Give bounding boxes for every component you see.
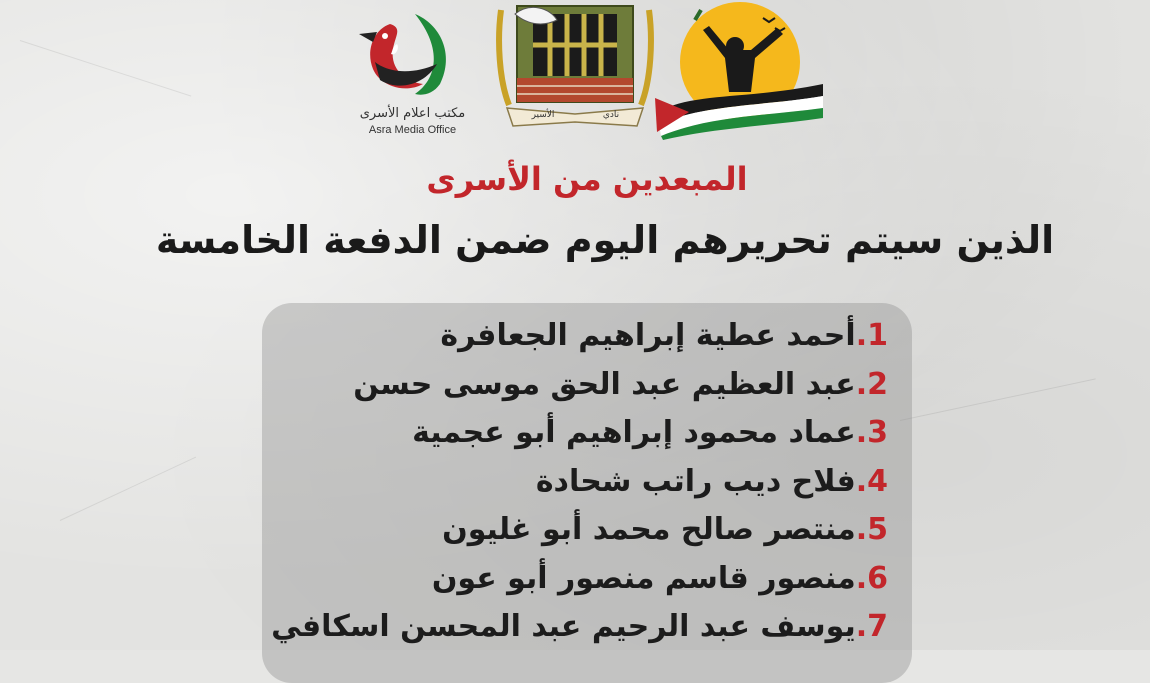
list-item-number: 5. bbox=[855, 512, 888, 547]
prisoners-club-ribbon-right-text: نادي bbox=[602, 110, 620, 120]
list-item-number: 1. bbox=[855, 318, 888, 353]
list-item-name: أحمد عطية إبراهيم الجعافرة bbox=[440, 318, 856, 353]
prisoner-list bbox=[268, 312, 888, 652]
list-item bbox=[268, 458, 888, 507]
list-item-name: عبد العظيم عبد الحق موسى حسن bbox=[353, 366, 856, 402]
page-subtitle: الذين سيتم تحريرهم اليوم ضمن الدفعة الخامسة bbox=[155, 218, 1055, 262]
list-item-name: يوسف عبد الرحيم عبد المحسن اسكافي bbox=[271, 609, 856, 644]
list-item bbox=[268, 506, 888, 555]
list-item bbox=[268, 361, 888, 410]
list-item-name: فلاح ديب راتب شحادة bbox=[535, 463, 856, 499]
list-item-number: 4. bbox=[855, 463, 888, 499]
prisoners-club-ribbon-left-text: الأسير bbox=[531, 110, 555, 120]
list-item bbox=[268, 603, 888, 652]
dove-icon bbox=[345, 4, 480, 109]
list-item-number: 3. bbox=[855, 415, 888, 450]
list-item-name: منتصر صالح محمد أبو غليون bbox=[442, 512, 856, 547]
freed-prisoner-logo bbox=[655, 0, 825, 140]
list-item-name: عماد محمود إبراهيم أبو عجمية bbox=[412, 415, 856, 450]
list-item-number: 6. bbox=[855, 560, 888, 596]
asra-logo-english-text: Asra Media Office bbox=[368, 124, 457, 136]
list-item bbox=[268, 409, 888, 458]
list-item-name: منصور قاسم منصور أبو عون bbox=[431, 560, 856, 596]
prisoners-club-logo bbox=[495, 0, 655, 130]
freed-prisoner-sun-flag-emblem-icon bbox=[655, 0, 825, 140]
list-item-number: 2. bbox=[855, 366, 888, 402]
page-title: المبعدين من الأسرى bbox=[426, 160, 748, 198]
asra-logo-arabic-text: مكتب اعلام الأسرى bbox=[359, 106, 466, 121]
list-item bbox=[268, 312, 888, 361]
list-item bbox=[268, 555, 888, 604]
list-item-number: 7. bbox=[855, 609, 888, 644]
asra-media-office-logo bbox=[345, 4, 480, 144]
